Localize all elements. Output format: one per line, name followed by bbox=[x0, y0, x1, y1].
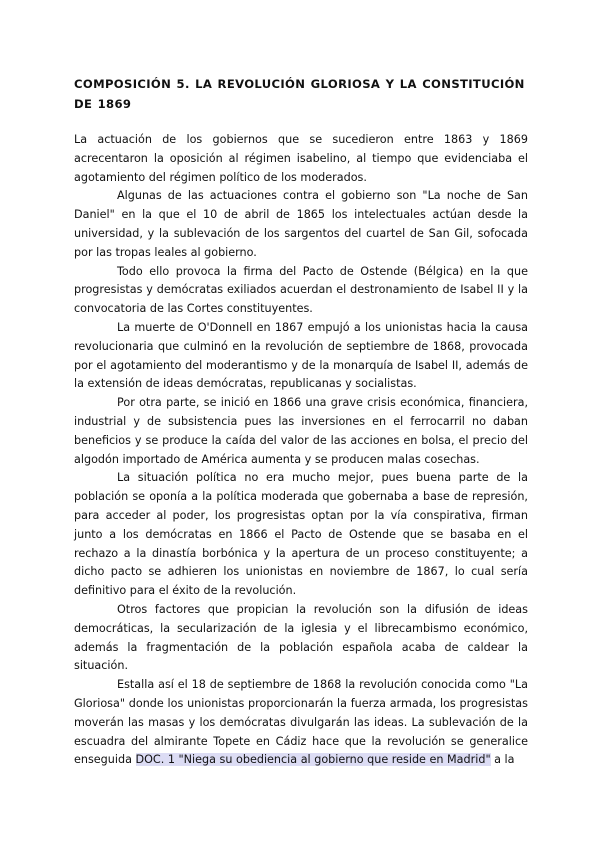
paragraph-8-text: Estalla así el 18 de septiembre de 1868 la revolución conocida como "La Gloriosa" donde los unionistas proporcionarán la fuerza armada, los progresistas moverán las masas y los demócratas divulgarán las ideas. La sublevación de la escuadra del almirante Topete en Cádiz hace que la revolución se generalice enseguida bbox=[74, 678, 528, 767]
paragraph-4: La muerte de O'Donnell en 1867 empujó a los unionistas hacia la causa revolucionaria que culminó en la revolución de septiembre de 1868, provocada por el agotamiento del moderantismo y de la monarquía de Isabel II, además de la extensión de ideas demócratas, republicanas y socialistas. bbox=[74, 320, 528, 391]
document-title: COMPOSICIÓN 5. LA REVOLUCIÓN GLORIOSA Y LA CONSTITUCIÓN DE 1869 bbox=[74, 77, 525, 111]
paragraph-1: La actuación de los gobiernos que se sucedieron entre 1863 y 1869 acrecentaron la oposición al régimen isabelino, al tiempo que evidenciaba el agotamiento del régimen político de los moderados. bbox=[74, 133, 528, 184]
paragraph-6: La situación política no era mucho mejor, pues buena parte de la población se oponía a la política moderada que gobernaba a base de represión, para acceder al poder, los progresistas optan por la vía conspirativa, firman junto a los demócratas en 1866 el Pacto de Ostende que se basaba en el rechazo a la dinastía borbónica y la apertura de un proceso constituyente; a dicho pacto se adhieren los unionistas en noviembre de 1867, lo cual sería definitivo para el éxito de la revolución. bbox=[74, 471, 528, 598]
document-body bbox=[74, 131, 528, 770]
highlighted-doc-quote[interactable]: DOC. 1 "Niega su obediencia al gobierno que reside en Madrid" bbox=[135, 753, 491, 767]
paragraph-2: Algunas de las actuaciones contra el gobierno son "La noche de San Daniel" en la que el 10 de abril de 1865 los intelectuales actúan desde la universidad, y la sublevación de los sargentos del cuartel de San Gil, sofocada por las tropas leales al gobierno. bbox=[74, 189, 528, 259]
paragraph-7: Otros factores que propician la revolución son la difusión de ideas democráticas, la secularización de la iglesia y el librecambismo económico, además la fragmentación de la población española acaba de caldear la situación. bbox=[74, 602, 528, 673]
paragraph-8 bbox=[74, 676, 528, 770]
paragraph-8-tail: a la bbox=[490, 753, 515, 767]
paragraph-3: Todo ello provoca la firma del Pacto de Ostende (Bélgica) en la que progresistas y demócratas exiliados acuerdan el destronamiento de Isabel II y la convocatoria de las Cortes constituyentes. bbox=[74, 264, 528, 316]
paragraph-5: Por otra parte, se inició en 1866 una grave crisis económica, financiera, industrial y de subsistencia pues las inversiones en el ferrocarril no daban beneficios y se produce la caída del valor de las acciones en bolsa, el precio del algodón importado de América aumenta y se producen malas cosechas. bbox=[74, 396, 528, 466]
